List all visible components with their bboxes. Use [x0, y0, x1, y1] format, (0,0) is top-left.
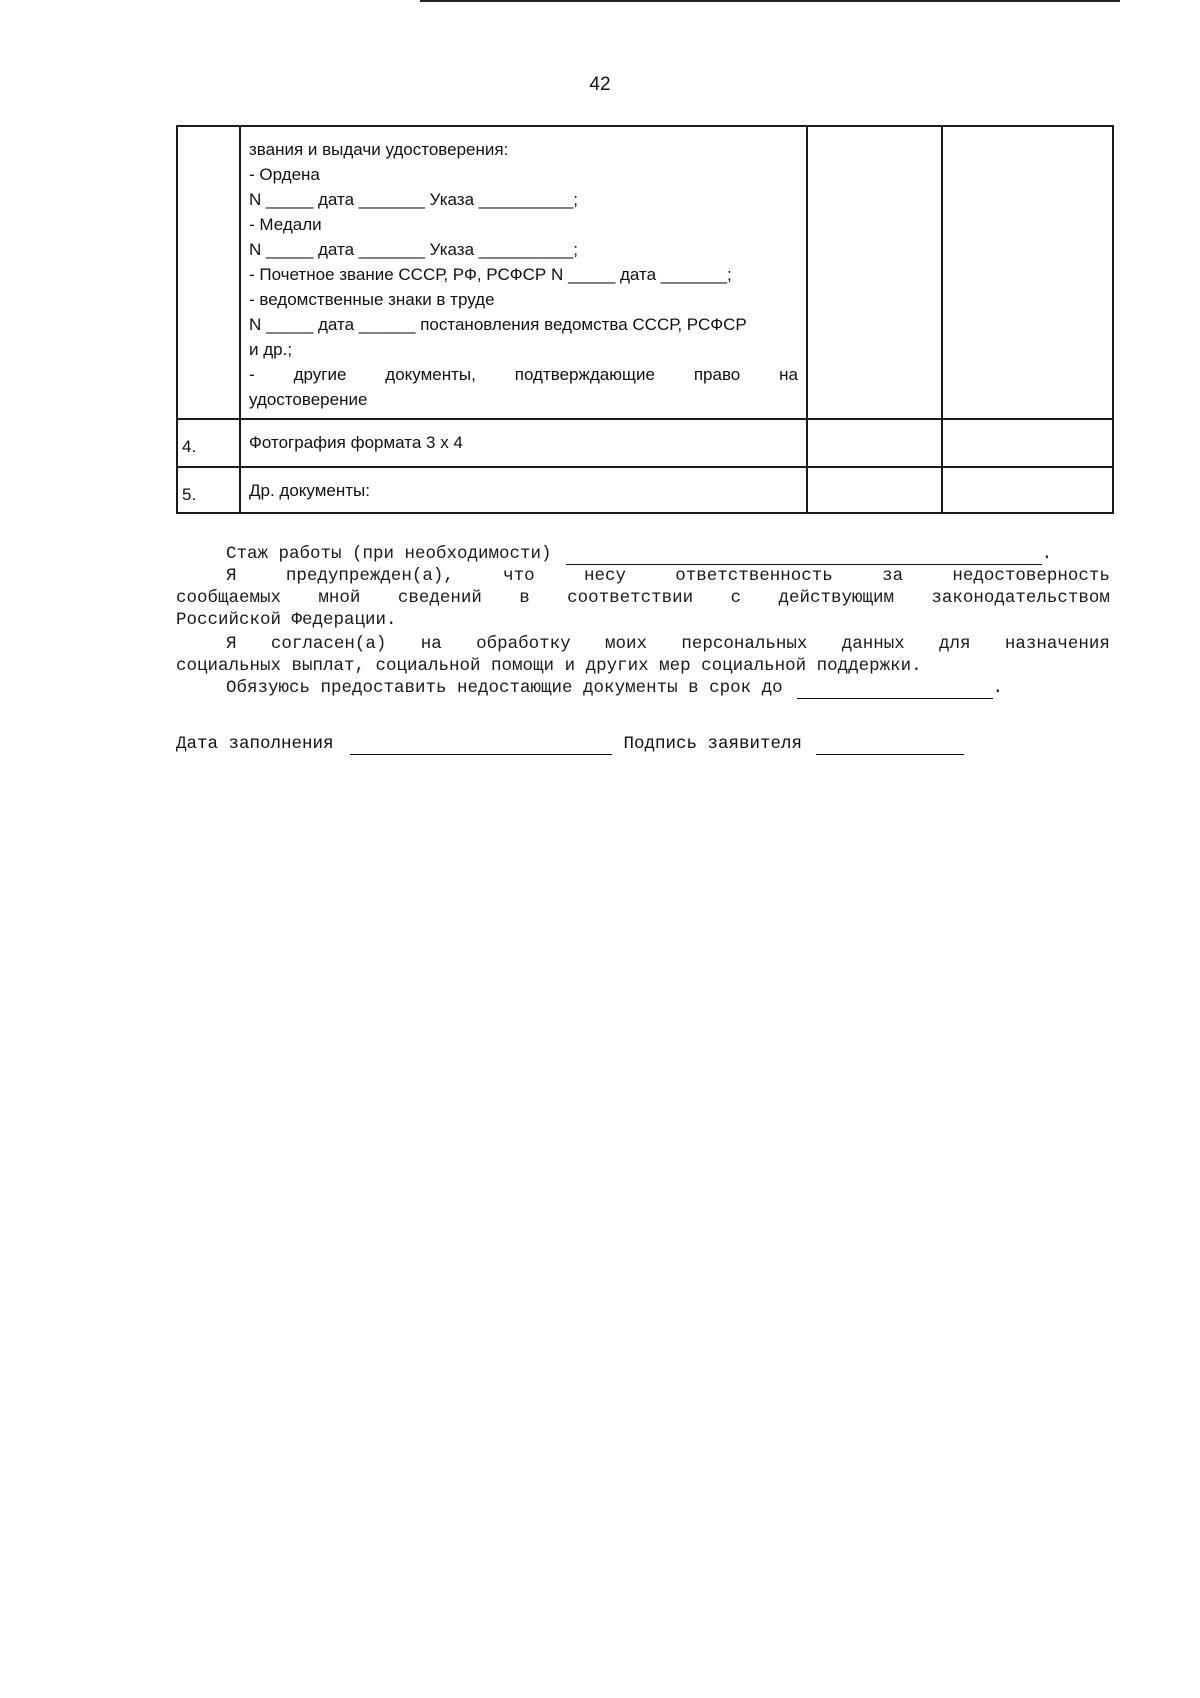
word: -	[249, 365, 255, 384]
word: Я	[226, 566, 237, 586]
text: социальных выплат, социальной помощи и других мер социальной поддержки.	[176, 656, 922, 676]
text-line: N _____ дата _______ Указа __________;	[249, 240, 579, 259]
top-rule	[420, 0, 1120, 2]
footer-line	[176, 733, 1110, 755]
word: что	[503, 566, 535, 586]
word: ответственность	[675, 566, 833, 586]
text-line: звания и выдачи удостоверения:	[249, 140, 509, 159]
row-text: Др. документы:	[249, 481, 370, 500]
date-label: Дата заполнения	[176, 734, 334, 754]
word: назначения	[1004, 634, 1110, 654]
period: .	[1041, 544, 1053, 564]
empty-cell	[942, 126, 1113, 419]
obligation-line	[176, 677, 1110, 699]
experience-field[interactable]	[566, 548, 1042, 565]
documents-table	[176, 125, 1114, 514]
word: несу	[583, 566, 626, 586]
word: моих	[604, 634, 647, 654]
word: сообщаемых	[176, 588, 282, 608]
word: на	[779, 365, 798, 384]
row-text-cell	[240, 419, 807, 467]
experience-label: Стаж работы (при необходимости)	[226, 544, 552, 564]
text-line: - Ордена	[249, 165, 320, 184]
word: недостоверность	[952, 566, 1110, 586]
word: на	[420, 634, 442, 654]
word: в	[519, 588, 530, 608]
signature-field[interactable]	[816, 738, 964, 755]
word: Я	[226, 634, 237, 654]
word: согласен(а)	[270, 634, 387, 654]
date-field[interactable]	[350, 738, 612, 755]
row-number: 4.	[182, 437, 197, 456]
empty-cell	[942, 419, 1113, 467]
empty-cell	[807, 467, 942, 513]
word: обработку	[476, 634, 571, 654]
signature-label: Подпись заявителя	[623, 734, 803, 754]
row-number-cell	[177, 126, 240, 419]
text: Российской Федерации.	[176, 610, 397, 630]
word: мной	[318, 588, 361, 608]
consent-line	[176, 633, 1110, 655]
empty-cell	[942, 467, 1113, 513]
row-text-cell	[240, 126, 807, 419]
text-line: - ведомственные знаки в труде	[249, 290, 495, 309]
row-text: Фотография формата 3 х 4	[249, 433, 463, 452]
row-number: 5.	[182, 485, 197, 504]
text-line: - Почетное звание СССР, РФ, РСФСР N _____ дата _______;	[249, 265, 732, 284]
word: для	[939, 634, 971, 654]
word: сведений	[397, 588, 482, 608]
experience-line	[176, 543, 1110, 565]
empty-cell	[807, 419, 942, 467]
text-line: - Медали	[249, 215, 322, 234]
word: соответствии	[567, 588, 694, 608]
text-line: и др.;	[249, 340, 293, 359]
text-line: N _____ дата _______ Указа __________;	[249, 190, 579, 209]
warning-line	[176, 609, 1110, 631]
table-row	[177, 126, 1113, 419]
page-number: 42	[589, 74, 611, 95]
word: законодательством	[931, 588, 1110, 608]
period: .	[992, 678, 1004, 698]
obligation-text: Обязуюсь предоставить недостающие документы в срок до	[226, 678, 783, 698]
warning-line	[176, 565, 1110, 587]
word: данных	[841, 634, 905, 654]
justified-text-line	[249, 362, 798, 387]
empty-cell	[807, 126, 942, 419]
word: документы,	[385, 365, 476, 384]
word: персональных	[681, 634, 808, 654]
table-row	[177, 419, 1113, 467]
row-number-cell	[177, 467, 240, 513]
deadline-field[interactable]	[797, 682, 993, 699]
row-number-cell	[177, 419, 240, 467]
table-row	[177, 467, 1113, 513]
word: действующим	[778, 588, 894, 608]
word: право	[693, 365, 741, 384]
word: другие	[293, 365, 347, 384]
word: предупрежден(а),	[285, 566, 454, 586]
word: подтверждающие	[514, 365, 655, 384]
word: с	[730, 588, 742, 608]
word: за	[882, 566, 904, 586]
warning-line	[176, 587, 1110, 609]
text-line: N _____ дата ______ постановления ведомства СССР, РСФСР	[249, 315, 747, 334]
row-text-cell	[240, 467, 807, 513]
text-line: удостоверение	[249, 390, 368, 409]
consent-line	[176, 655, 1110, 677]
statements-block	[176, 543, 1110, 699]
